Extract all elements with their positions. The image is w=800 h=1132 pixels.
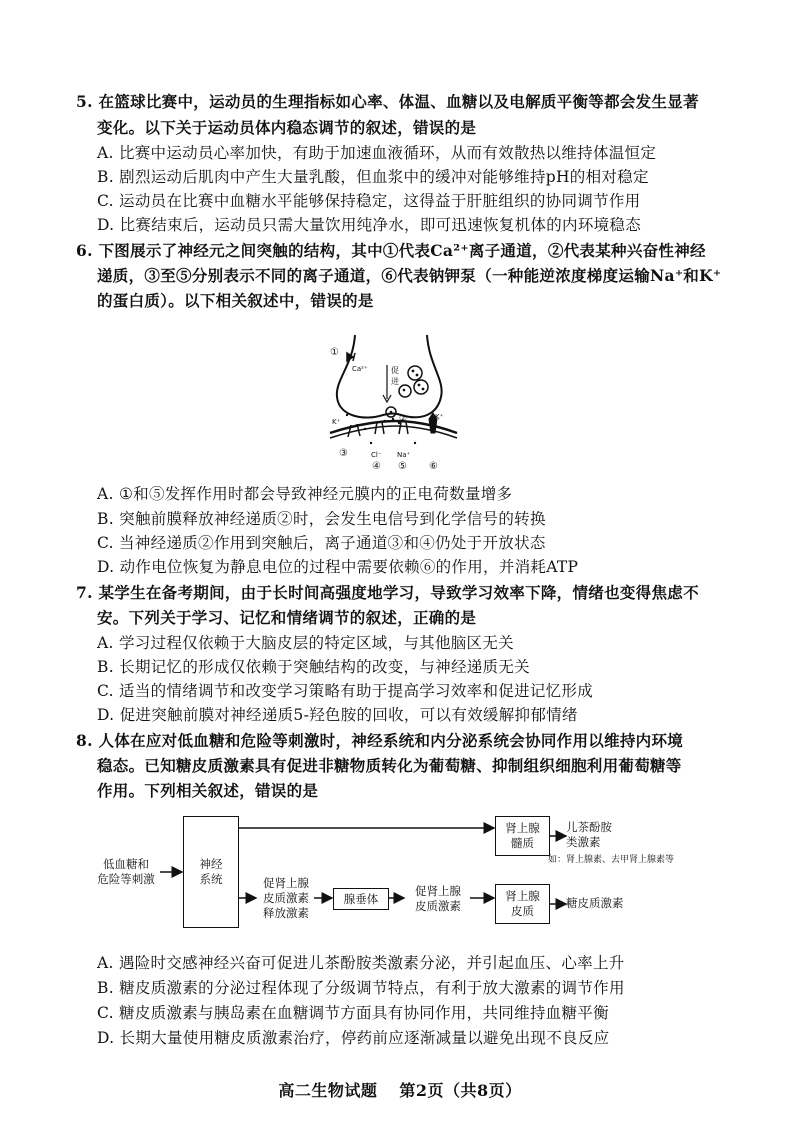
label-cl: Cl⁻ (371, 451, 382, 459)
catecholamine-note: 如：肾上腺素、去甲肾上腺素等 (548, 855, 675, 865)
label-na: Na⁺ (397, 451, 411, 459)
q8-option-b: B. 糖皮质激素的分泌过程体现了分级调节特点，有利于放大激素的调节作用 (97, 979, 625, 997)
q7-option-b: B. 长期记忆的形成仅依赖于突触结构的改变，与神经递质无关 (97, 658, 530, 676)
nervous-system-box: 神经 系统 (183, 816, 239, 928)
q7-option-d: D. 促进突触前膜对神经递质5-羟色胺的回收，可以有效缓解抑郁情绪 (97, 706, 578, 724)
footer-page-number: 第2页（共8页） (399, 1081, 522, 1100)
q7-stem-line-1: 7. 某学生在备考期间，由于长时间高强度地学习，导致学习效率下降，情绪也变得焦虑不 (76, 583, 699, 602)
label-k-right: K⁺ (435, 413, 444, 421)
label-2: ② (399, 414, 408, 424)
q7-option-c: C. 适当的情绪调节和改变学习策略有助于提高学习效率和促进记忆形成 (97, 682, 594, 700)
stimulus-label: 低血糖和 危险等刺激 (97, 857, 155, 886)
acth-label: 促肾上腺 皮质激素 (415, 884, 461, 913)
q6-option-c: C. 当神经递质②作用到突触后，离子通道③和④仍处于开放状态 (97, 534, 546, 552)
q5-option-b: B. 剧烈运动后肌肉中产生大量乳酸，但血浆中的缓冲对能够维持pH的相对稳定 (97, 168, 649, 186)
q6-option-b: B. 突触前膜释放神经递质②时，会发生电信号到化学信号的转换 (97, 510, 546, 528)
q5-option-a: A. 比赛中运动员心率加快，有助于加速血液循环，从而有效散热以维持体温恒定 (97, 144, 657, 162)
catecholamine-label: 儿茶酚胺 类激素 (566, 820, 612, 849)
q5-option-c: C. 运动员在比赛中血糖水平能够保持稳定，这得益于肝脏组织的协同调节作用 (97, 192, 641, 210)
hormone-flow-diagram (92, 812, 704, 930)
pituitary-box: 腺垂体 (333, 888, 389, 910)
q8-option-d: D. 长期大量使用糖皮质激素治疗，停药前应逐渐减量以避免出现不良反应 (97, 1029, 610, 1047)
q6-stem-line-2: 递质，③至⑤分别表示不同的离子通道，⑥代表钠钾泵（一种能逆浓度梯度运输Na⁺和K⁺ (97, 266, 722, 285)
vesicle (414, 380, 428, 394)
q5-stem-line-2: 变化。以下关于运动员体内稳态调节的叙述，错误的是 (97, 118, 477, 137)
label-promote: 促 (391, 366, 399, 375)
synapse-figure (325, 335, 460, 475)
label-k-left: K⁺ (332, 418, 341, 426)
label-4: ④ (372, 461, 381, 472)
label-promote-2: 进 (391, 377, 399, 386)
q8-stem-line-3: 作用。下列相关叙述，错误的是 (97, 781, 319, 800)
channel-4-icon (375, 422, 384, 434)
vesicle (408, 366, 422, 380)
adrenal-cortex-box: 肾上腺 皮质 (495, 884, 550, 924)
adrenal-medulla-box: 肾上腺 髓质 (495, 816, 550, 856)
label-ca: Ca²⁺ (352, 365, 368, 373)
presynaptic-membrane (337, 335, 442, 418)
page-footer (0, 1078, 800, 1101)
glucocorticoid-label: 糖皮质激素 (566, 896, 624, 910)
q6-option-a: A. ①和⑤发挥作用时都会导致神经元膜内的正电荷数量增多 (97, 485, 513, 503)
q6-stem-line-1: 6. 下图展示了神经元之间突触的结构，其中①代表Ca²⁺离子通道，②代表某种兴奋性神经 (76, 241, 706, 260)
vesicle (399, 385, 411, 397)
q7-stem-line-2: 安。下列关于学习、记忆和情绪调节的叙述，正确的是 (97, 608, 477, 627)
q8-option-c: C. 糖皮质激素与胰岛素在血糖调节方面具有协同作用，共同维持血糖平衡 (97, 1004, 609, 1022)
q6-stem-line-3: 的蛋白质）。以下相关叙述中，错误的是 (97, 291, 374, 310)
label-6: ⑥ (429, 461, 438, 472)
q6-option-d: D. 动作电位恢复为静息电位的过程中需要依赖⑥的作用，并消耗ATP (97, 558, 579, 576)
q5-option-d: D. 比赛结束后，运动员只需大量饮用纯净水，即可迅速恢复机体的内环境稳态 (97, 216, 642, 234)
label-3: ③ (339, 448, 348, 459)
q8-option-a: A. 遇险时交感神经兴奋可促进儿茶酚胺类激素分泌，并引起血压、心率上升 (97, 954, 625, 972)
label-1: ① (330, 347, 339, 358)
q5-stem-line-1: 5. 在篮球比赛中，运动员的生理指标如心率、体温、血糖以及电解质平衡等都会发生显著 (76, 92, 699, 111)
q8-stem-line-1: 8. 人体在应对低血糖和危险等刺激时，神经系统和内分泌系统会协同作用以维持内环境 (76, 731, 684, 750)
label-5: ⑤ (398, 461, 407, 472)
crh-label: 促肾上腺 皮质激素 释放激素 (263, 876, 309, 920)
q8-stem-line-2: 稳态。已知糖皮质激素具有促进非糖物质转化为葡萄糖、抑制组织细胞利用葡萄糖等 (97, 756, 682, 775)
q7-option-a: A. 学习过程仅依赖于大脑皮层的特定区域，与其他脑区无关 (97, 634, 514, 652)
footer-subject: 高二生物试题 (278, 1081, 378, 1100)
